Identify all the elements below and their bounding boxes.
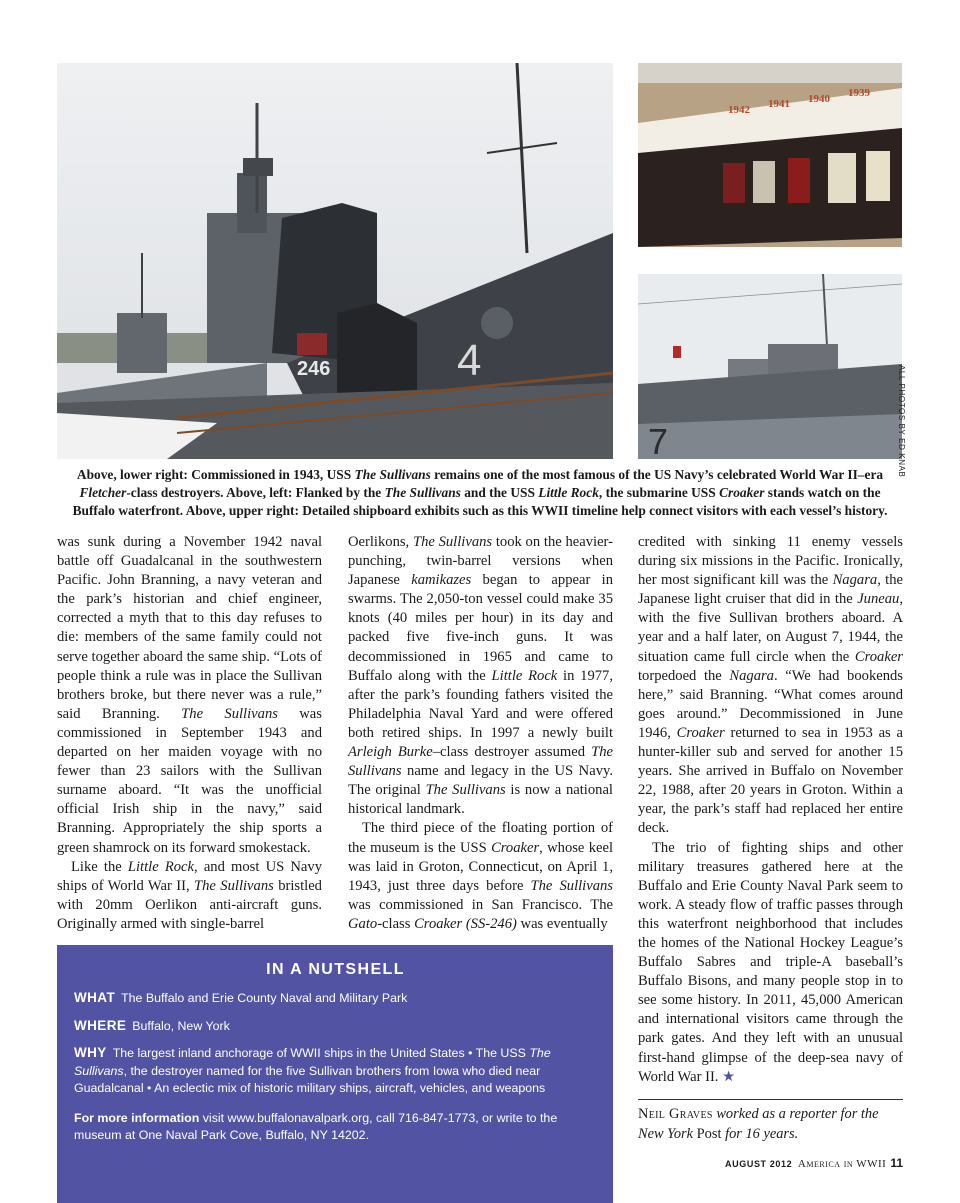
article-column-3 <box>638 533 903 1087</box>
why-text: , the destroyer named for the five Sullivan brothers from Iowa who died near Guadalcanal • An eclectic mix of historic military ships, aircraft, vehicles, and weapons <box>74 1063 546 1095</box>
article-column-2 <box>348 533 613 934</box>
more-info-text: visit www.buffalonavalpark.org, call 716-847-1773, or write to the museum at One Naval Park Cove, Buffalo, NY 14202. <box>74 1110 558 1142</box>
what-label: WHAT <box>74 990 116 1005</box>
caption-text: -class destroyers. Above, left: Flanked by the <box>126 485 385 500</box>
page-footer <box>725 1156 903 1170</box>
where-label: WHERE <box>74 1017 127 1033</box>
timeline-year: 1939 <box>848 87 870 99</box>
caption-ship-name: The Sullivans <box>384 485 461 500</box>
timeline-year: 1941 <box>768 98 790 110</box>
timeline-year: 1940 <box>808 93 830 105</box>
nutshell-title: IN A NUTSHELL <box>266 961 405 978</box>
caption-text: remains one of the most famous of the US Navy’s celebrated World War II–era <box>430 467 884 482</box>
nutshell-more-info <box>74 1110 597 1145</box>
nutshell-what <box>74 989 597 1008</box>
article-paragraph: Like the Little Rock, and most US Navy ships of World War II, The Sullivans bristled with 20mm Oerlikon anti-aircraft guns. Originally armed with single-barrel <box>57 858 322 932</box>
photo-destroyer <box>638 274 902 459</box>
page-number: 11 <box>890 1156 903 1170</box>
destroyer-hull-number: 7 <box>648 421 669 459</box>
caption-ship-name: The Sullivans <box>354 467 431 482</box>
why-text: The largest inland anchorage of WWII ships in the United States • The USS <box>112 1046 530 1060</box>
photo-ships-waterfront <box>57 63 613 459</box>
magazine-name: America in WWII <box>797 1158 887 1170</box>
article-paragraph: The trio of fighting ships and other military treasures gathered here at the Buffalo and Erie County Naval Park seem to work. A steady flow of traffic passes through this waterfront neighborhood that includes the homes of the National Hockey League’s Buffalo Sabres and triple-A baseball’s Buffalo Bisons, and many people stop in to see some history. In 2011, 45,000 American and international visitors came through the park gates. And they left with an unusual first-hand glimpse of the deep-sea navy of World War II. ★ <box>638 839 903 1085</box>
caption-ship-name: Little Rock <box>538 485 599 500</box>
nutshell-why <box>74 1044 597 1098</box>
caption-text: and the USS <box>460 485 539 500</box>
caption-class-name: Fletcher <box>79 485 127 500</box>
article-column-1 <box>57 533 322 934</box>
article-paragraph: The third piece of the floating portion of the museum is the USS Croaker, whose keel was laid in Groton, Connecticut, on April 1, 1943, just three days before The Sullivans was commissioned in San Francisco. The Gato-class Croaker (SS-246) was eventually <box>348 820 613 932</box>
submarine-hull-number: 246 <box>297 358 331 380</box>
nutshell-box <box>57 945 613 1203</box>
photo-credit: ALL PHOTOS BY ED KNAB <box>897 365 906 478</box>
article-paragraph: Oerlikons, The Sullivans took on the heavier-punching, twin-barrel versions when Japanese kamikazes began to appear in swarms. The 2,050-ton vessel could make 35 knots (40 miles per hour) in its day and packed five five-inch guns. It was decommissioned in 1965 and came to Buffalo along with the Little Rock in 1977, after the park’s founding fathers visited the Philadelphia Naval Yard and were offered both retired ships. In 1997 a newly built Arleigh Burke–class destroyer assumed The Sullivans name and legacy in the US Navy. The original The Sullivans is now a national historical landmark. <box>348 534 614 818</box>
caption-text: Above, lower right: Commissioned in 1943, USS <box>76 467 355 482</box>
end-star-icon: ★ <box>722 1068 736 1085</box>
why-ship-name: The Sullivans <box>74 1046 551 1078</box>
caption-text: stands watch on the Buffalo waterfront. Above, upper right: Detailed shipboard exhibits such as this WWII timeline help connect visitors with each vessel’s history. <box>72 485 888 518</box>
where-text: Buffalo, New York <box>132 1018 230 1033</box>
more-info-label: For more information <box>74 1110 200 1125</box>
article-paragraph: credited with sinking 11 enemy vessels during six missions in the Pacific. Ironically, her most significant kill was the Nagara, the Japanese light cruiser that did in the Juneau, with the five Sullivan brothers aboard. A year and a half later, on August 7, 1944, the situation came full circle when the Croaker torpedoed the Nagara. “We had bookends here,” said Branning. “What comes around goes around.” Decommissioned in June 1946, Croaker returned to sea in 1953 as a hunter-killer sub and served for another 15 years. She arrived in Buffalo on November 22, 1988, after 20 years in Groton. Within a year, the park’s staff had replaced her entire deck. <box>638 534 903 837</box>
author-bio: Neil Graves worked as a reporter for the New York Post for 16 years. <box>638 1106 879 1142</box>
caption-ship-name: Croaker <box>719 485 765 500</box>
author-name: Neil Graves <box>638 1106 713 1122</box>
what-text: The Buffalo and Erie County Naval and Military Park <box>121 991 408 1005</box>
issue-date: AUGUST 2012 <box>725 1159 793 1169</box>
bio-divider <box>638 1099 903 1100</box>
article-paragraph: was sunk during a November 1942 naval battle off Guadalcanal in the southwestern Pacific. John Branning, a navy veteran and the park’s historian and chief engineer, corrected a myth that to this day refuses to die: members of the same family could not serve together aboard the same ship. “Lots of people think a rule was in place the Sullivan brothers broke, but there never was a rule,” said Branning. The Sullivans was commissioned in September 1943 and departed on her maiden voyage with no fewer than 23 sailors with the Sullivan surname aboard. “It was the unofficial official Irish ship in the navy,” said Branning. Appropriately the ship sports a green shamrock on its forward smokestack. <box>57 534 322 856</box>
photo-timeline-exhibit <box>638 63 902 247</box>
timeline-year: 1942 <box>728 104 750 116</box>
why-label: WHY <box>74 1045 107 1060</box>
caption-text: , the submarine USS <box>598 485 720 500</box>
ship-hull-number: 4 <box>457 336 482 385</box>
nutshell-where <box>74 1017 597 1036</box>
photo-caption <box>57 466 903 520</box>
